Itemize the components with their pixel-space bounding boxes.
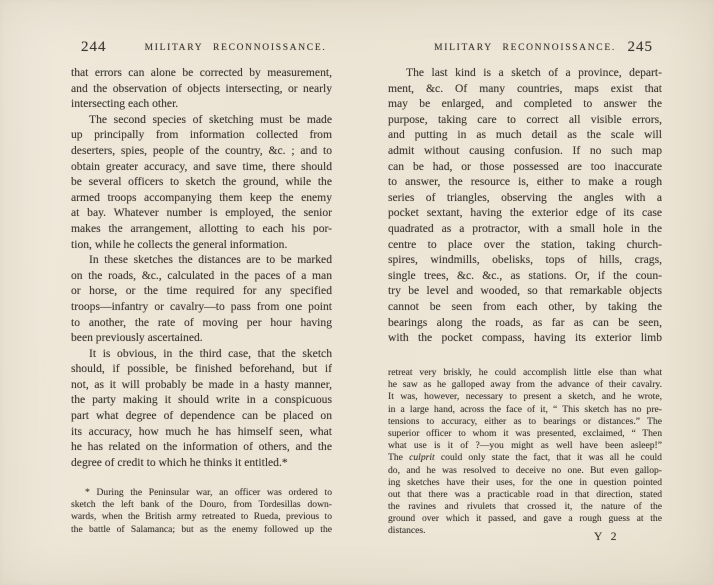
text-line: distances. <box>388 525 426 537</box>
text-line: out that there was a practicable road in that direction, stated <box>388 488 662 500</box>
text-line: superior officer to whom it was presented, exclaimed, “ Then <box>388 427 662 439</box>
footnote-left <box>71 487 332 536</box>
text-line: * During the Peninsular war, an officer was ordered to <box>85 487 332 498</box>
running-header-left <box>71 40 332 58</box>
text-line: bearings along the roads, as far as can be seen, <box>388 315 662 329</box>
text-line: been previously ascertained. <box>71 331 203 345</box>
text-line: ing sketches have their uses, for the one in question pointed <box>388 476 662 488</box>
page-body-text-right <box>388 65 662 346</box>
page-right <box>388 0 662 585</box>
text-line: admit without causing confusion. If no such map <box>388 143 662 157</box>
text-line: spires, windmills, obelisks, tops of hills, crags, <box>388 253 662 267</box>
text-line: try be level and wooded, so that remarkable objects <box>388 284 662 298</box>
text-line: its accuracy, how much he has himself seen, what <box>71 424 332 438</box>
text-line: to answer, the resource is, either to make a rough <box>388 175 662 189</box>
text-line: may be enlarged, and completed to answer the <box>388 97 662 111</box>
italic-text: culprit <box>409 452 435 464</box>
text-line: tensions to accuracy, either as to bearings or distances.” The <box>388 415 662 427</box>
text-line: tion, while he collects the general information. <box>71 237 288 251</box>
text-line: deserters, spies, people of the country, &c. ; and to <box>71 143 332 157</box>
text-line: in a large hand, across the face of it, “ This sketch has no pre- <box>388 403 662 415</box>
text-line: makes the arrangement, allotting to each his por- <box>71 221 332 235</box>
running-header-right <box>388 40 662 58</box>
text-line: ment, &c. Of many countries, maps exist that <box>388 81 662 95</box>
text-line: sketch the left bank of the Douro, from Tordesillas down- <box>71 499 332 511</box>
text-line: retreat very briskly, he could accomplish little else than what <box>388 367 662 378</box>
text-segment: The <box>388 452 410 464</box>
text-line: The second species of sketching must be made <box>89 112 332 126</box>
text-line: ground over which it passed, and gave a rough guess at the <box>388 513 662 525</box>
text-line: not, as it will probably be made in a hasty manner, <box>71 377 332 391</box>
text-line: the ravines and rivulets that crossed it, the nature of the <box>388 501 662 513</box>
text-line: and the observation of objects intersecting, or nearly <box>71 81 332 95</box>
page-left <box>71 0 332 585</box>
text-line: series of triangles, observing the angles with a <box>388 190 662 204</box>
page-number-right: 245 <box>627 39 653 55</box>
text-line: pocket sextant, having the exterior edge of its case <box>388 206 662 220</box>
text-line: up principally from information collected from <box>71 128 332 142</box>
text-line: It is obvious, in the third case, that the sketch <box>89 346 332 360</box>
page-number-left: 244 <box>81 39 107 55</box>
text-line: be several officers to sketch the ground, while the <box>71 175 332 189</box>
footnote-right <box>388 367 662 538</box>
text-line: and putting in as much detail as the scale will <box>388 128 662 142</box>
text-line: he saw as he galloped away from the advance of their cavalry. <box>388 379 662 391</box>
text-line: do, and he was resolved to deceive no one. But even gallop- <box>388 464 662 476</box>
text-line: In these sketches the distances are to be marked <box>89 253 332 267</box>
text-line: quadrated as a protractor, with a small hole in the <box>388 221 662 235</box>
text-line: armed troops accompanying them keep the enemy <box>71 190 332 204</box>
page-body-text-left <box>71 65 332 470</box>
text-line: cannot be seen from each other, by taking the <box>388 299 662 313</box>
text-line: to another, the rate of moving per hour having <box>71 315 332 329</box>
text-line: the battle of Salamanca; but as the enemy followed up the <box>71 523 332 535</box>
text-line: single trees, &c. &c., as stations. Or, if the coun- <box>388 268 662 282</box>
running-title-right: MILITARY RECONNOISSANCE. <box>434 43 616 53</box>
text-segment: could only state the fact, that it was all he could <box>434 452 662 464</box>
text-line: can be had, or those possessed are too inaccurate <box>388 159 662 173</box>
text-line: he has related on the information of others, and the <box>71 440 332 454</box>
text-line: intersecting each other. <box>71 97 179 111</box>
text-line: troops—infantry or cavalry—to pass from one point <box>71 299 332 313</box>
text-line: that errors can alone be corrected by measurement, <box>71 66 332 79</box>
text-line: what use is it of ?—you might as well have been asleep!” <box>388 440 662 452</box>
signature-mark: Y 2 <box>594 531 620 543</box>
text-line: obtain greater accuracy, and save time, there should <box>71 159 332 173</box>
running-title-left: MILITARY RECONNOISSANCE. <box>144 43 327 53</box>
text-line: the party making it should write in a conspicuous <box>71 393 332 407</box>
text-line: degree of credit to which he thinks it entitled.* <box>71 455 288 469</box>
text-line: at bay. Whatever number is employed, the senior <box>71 206 332 220</box>
text-line: with the pocket compass, having its exterior limb <box>388 331 662 345</box>
text-line: should, if possible, be finished beforehand, but if <box>71 362 332 376</box>
text-line: wards, when the British army retreated to Rueda, previous to <box>71 511 332 523</box>
text-line: part what degree of dependence can be placed on <box>71 409 332 423</box>
text-line: or horse, or the time required for any specified <box>71 284 332 298</box>
text-line: The last kind is a sketch of a province, depart- <box>406 66 662 79</box>
text-line: It was, however, necessary to present a sketch, and he wrote, <box>388 391 662 403</box>
text-line: centre to place over the station, taking church- <box>388 237 662 251</box>
text-line: purpose, taking care to correct all visible errors, <box>388 112 662 126</box>
text-line <box>388 452 662 464</box>
text-line: on the roads, &c., calculated in the paces of a man <box>71 268 332 282</box>
